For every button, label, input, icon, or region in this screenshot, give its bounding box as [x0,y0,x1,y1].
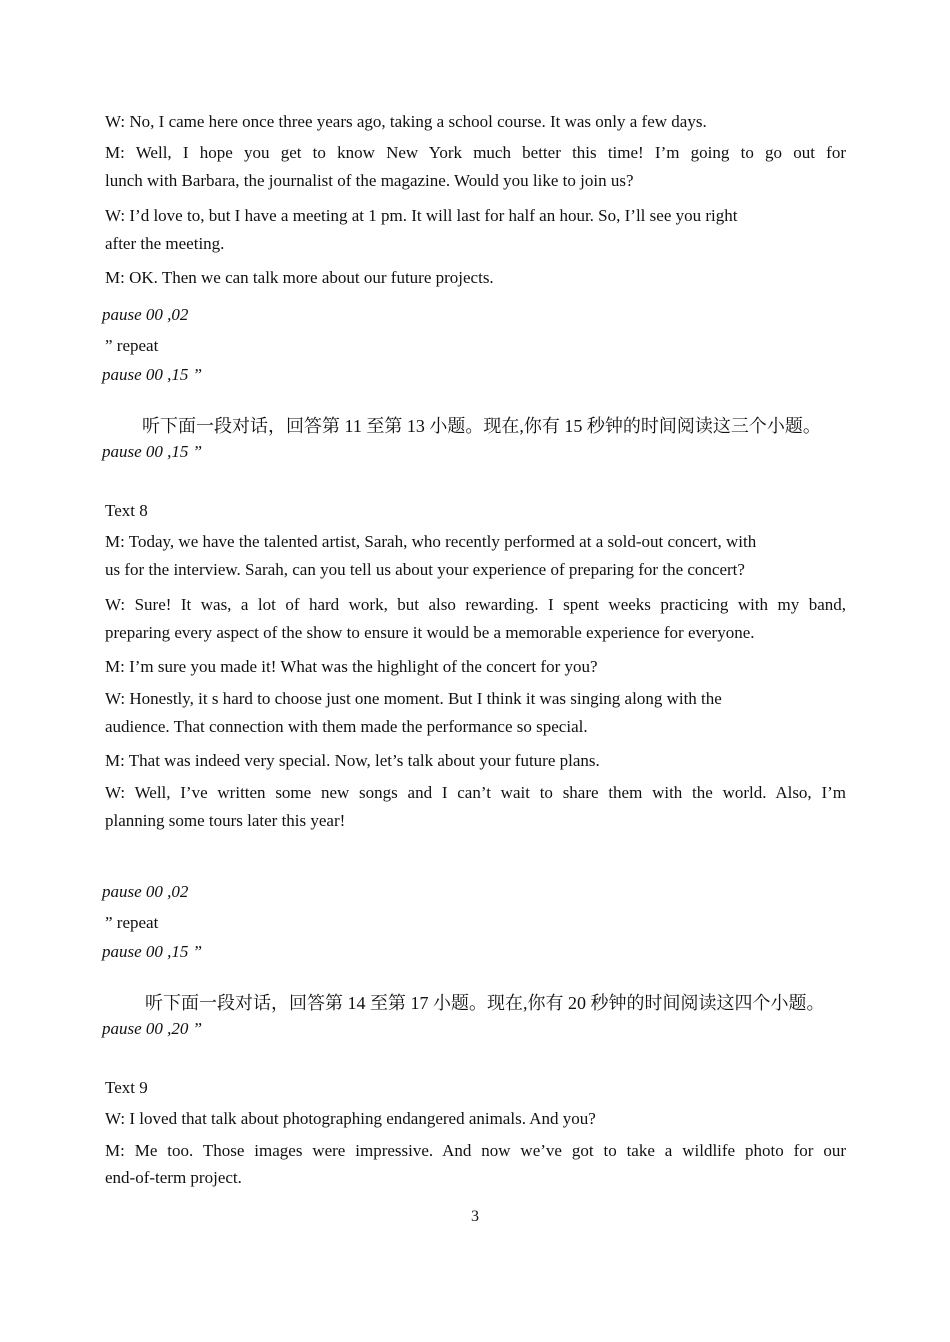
dialogue-line: M: I’m sure you made it! What was the highlight of the concert for you? [105,657,598,676]
dialogue-line: W: Well, I’ve written some new songs and I can’t wait to share them with the world. Also, I’m [105,783,846,802]
dialogue-line: M: That was indeed very special. Now, let’s talk about your future plans. [105,751,600,770]
instruction-text: 听下面一段对话，回答第 14 至第 17 小题。现在,你有 20 秒钟的时间阅读这四个小题。 [145,993,825,1013]
page-number: 3 [471,1208,479,1225]
pause-marker: pause 00 ,02 [102,882,189,901]
section-heading: Text 9 [105,1078,148,1097]
pause-marker: pause 00 ,20 ” [102,1019,203,1038]
pause-marker: pause 00 ,15 ” [102,365,203,384]
dialogue-line: M: Me too. Those images were impressive. And now we’ve got to take a wildlife photo for our [105,1141,846,1160]
dialogue-line: W: Sure! It was, a lot of hard work, but also rewarding. I spent weeks practicing with my band, [105,595,846,614]
dialogue-line: planning some tours later this year! [105,811,346,830]
dialogue-line: M: Well, I hope you get to know New York much better this time! I’m going to go out for [105,143,846,162]
dialogue-line: W: No, I came here once three years ago, taking a school course. It was only a few days. [105,112,707,131]
dialogue-line: us for the interview. Sarah, can you tell us about your experience of preparing for the concert? [105,560,745,579]
dialogue-line: audience. That connection with them made the performance so special. [105,717,588,736]
pause-marker: pause 00 ,15 ” [102,442,203,461]
dialogue-line: preparing every aspect of the show to ensure it would be a memorable experience for everyone. [105,623,755,642]
dialogue-line: end-of-term project. [105,1168,242,1187]
pause-marker: pause 00 ,02 [102,305,189,324]
dialogue-line: after the meeting. [105,234,225,253]
repeat-marker: ” repeat [105,336,159,355]
dialogue-line: W: I loved that talk about photographing endangered animals. And you? [105,1109,596,1128]
pause-marker: pause 00 ,15 ” [102,942,203,961]
instruction-text: 听下面一段对话，回答第 11 至第 13 小题。现在,你有 15 秒钟的时间阅读这三个小题。 [142,416,821,436]
repeat-marker: ” repeat [105,913,159,932]
dialogue-line: lunch with Barbara, the journalist of the magazine. Would you like to join us? [105,171,634,190]
dialogue-line: W: Honestly, it s hard to choose just one moment. But I think it was singing along with the [105,689,722,708]
dialogue-line: M: Today, we have the talented artist, Sarah, who recently performed at a sold-out concert, with [105,532,757,551]
dialogue-line: M: OK. Then we can talk more about our future projects. [105,268,494,287]
dialogue-line: W: I’d love to, but I have a meeting at 1 pm. It will last for half an hour. So, I’ll see you right [105,206,738,225]
section-heading: Text 8 [105,501,148,520]
